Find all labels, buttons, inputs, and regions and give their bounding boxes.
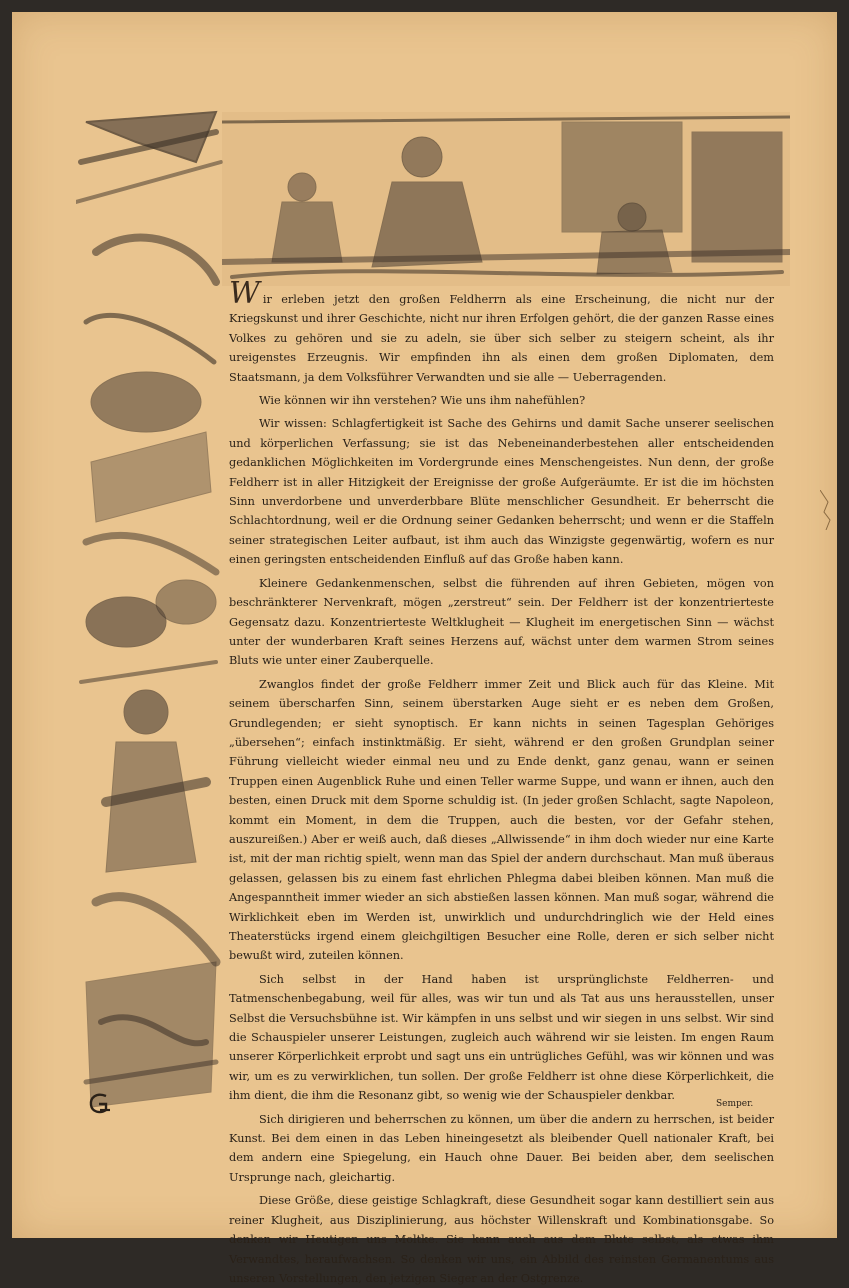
paragraph-3: Wir wissen: Schlagfertigkeit ist Sache des Gehirns und damit Sache unserer seelischen und körperlichen Verfassung; sie ist das Nebeneinanderbestehen aller entscheidenden gedanklichen Möglichkeiten im Vordergrunde eines Menschengeistes. Nun denn, der große Feldherr ist in aller Hitzigkeit der Ereignisse der große Aufgeräumte. Er ist die im höchsten Sinn unverdorbene und unverderbbare Blüte menschlicher Gesundheit. Er beherrscht die Schlachtordnung, weil er die Ordnung seiner Gedanken beherrscht; und wenn er die Staffeln seiner strategischen Leiter aufbaut, ist ihm auch das Winzigste gegenwärtig, wofern es nur einen geringsten entscheidenden Einfluß auf das Große haben kann.	[229, 417, 774, 567]
artist-monogram	[86, 1090, 114, 1118]
paragraph-1-text: ir erleben jetzt den großen Feldherrn als eine Erscheinung, die nicht nur der Kriegskunst und ihrer Geschichte, nicht nur ihren Erfolgen gehört, die der ganzen Rasse eines Volkes zu gehören und sie zu adeln, sie über sich selber zu steigern scheint, als ihr ureigenstes Erzeugnis. Wir empfinden ihn als einen dem großen Diplomaten, dem Staatsmann, ja dem Volksführer Verwandten und sie alle — Ueberragenden.	[229, 293, 774, 384]
drop-cap: W	[229, 276, 260, 311]
left-border-illustration	[76, 102, 224, 1114]
paragraph-6: Sich selbst in der Hand haben ist ursprünglichste Feldherren- und Tatmenschenbegabung, weil für alles, was wir tun und als Tat aus uns herausstellen, unser Selbst die Versuchsbühne ist. Wir kämpfen in uns selbst und wir siegen in uns selbst. Wir sind die Schauspieler unserer Leistungen, zugleich auch während wir sie leisten. Im engen Raum unserer Körperlichkeit erprobt und sagt uns ein untrügliches Gefühl, was wir können und was wir, um es zu verwirklichen, tun sollen. Der große Feldherr ist ohne diese Körperlichkeit, die ihm dient, die ihm die Resonanz gibt, so wenig wie der Schauspieler denkbar.	[229, 972, 774, 1103]
paragraph-8: Diese Größe, diese geistige Schlagkraft, diese Gesundheit sogar kann destilliert sein aus reiner Klugheit, aus Disziplinierung, aus höchster Willenskraft und Kombinationsgabe. So denken wir Heutigen uns Moltke. Sie kann auch aus dem Blute selbst, als etwas ihm Verwandtes, heraufwachsen. So denken wir uns, ein Abbild des reinsten Germanentums aus unseren Vorstellungen, den jetzigen Sieger an der Ostgrenze.	[229, 1194, 774, 1285]
paragraph-2: Wie können wir ihn verstehen? Wie uns ihm nahefühlen?	[259, 394, 586, 408]
top-scene-illustration	[222, 112, 790, 286]
paragraph-5: Zwanglos findet der große Feldherr immer Zeit und Blick auch für das Kleine. Mit seinem überscharfen Sinn, seinem überstarken Auge sieht er es neben dem Großen, Grundlegenden; er sieht synoptisch. Er kann nichts in seinen Tagesplan Gehöriges „übersehen“; einfach instinktmäßig. Er sieht, während er den großen Grundplan seiner Führung vielleicht wieder einmal neu und zu Ende denkt, ganz genau, wann er seinen Truppen einen Augenblick Ruhe und einen Teller warme Suppe, und wann er ihnen, auch den besten, einen Druck mit dem Sporne schuldig ist. (In jeder großen Schlacht, sagte Napoleon, kommt ein Moment, in dem die Truppen, auch die besten, vor der Gefahr stehen, auszureißen.) Aber er weiß auch, daß dieses „Allwissende“ in ihm doch wieder nur eine Karte ist, mit der man richtig spielt, wenn man das Spiel der andern durchschaut. Man muß überaus gelassen, gelassen bis zu einem fast ehrlichen Phlegma dabei bleiben können. Man muß die Angespanntheit immer wieder an sich abstießen lassen können. Man muß sogar, während die Wirklichkeit eben im Werden ist, unwirklich und undurchdringlich wie der Held eines Theaterstücks irgend einem gleichgiltigen Besucher eine Rolle, deren er sich selber nicht bewußt wird, zuteilen können.	[229, 677, 774, 963]
paragraph-7: Sich dirigieren und beherrschen zu können, um über die andern zu herrschen, ist beider Kunst. Bei dem einen in das Leben hineingesetzt als bleibender Quell nationaler Kraft, bei dem andern eine Spiegelung, ein Hauch ohne Dauer. Bei beiden aber, dem seelischen Ursprunge nach, gleichartig.	[229, 1112, 774, 1184]
article-body	[229, 276, 774, 1285]
paper-tear	[820, 490, 837, 530]
paragraph-4: Kleinere Gedankenmenschen, selbst die führenden auf ihren Gebieten, mögen von beschränkterer Nervenkraft, mögen „zerstreut“ sein. Der Feldherr ist der konzentrierteste Gegensatz dazu. Konzentrierteste Weltklugheit — Klugheit im energetischen Sinn — wächst unter der wunderbaren Kraft seines Herzens auf, wächst unter dem warmen Strom seines Bluts wie unter einer Zauberquelle.	[229, 576, 774, 668]
paragraph-1	[229, 276, 774, 387]
author-signature: Semper.	[716, 1099, 754, 1109]
